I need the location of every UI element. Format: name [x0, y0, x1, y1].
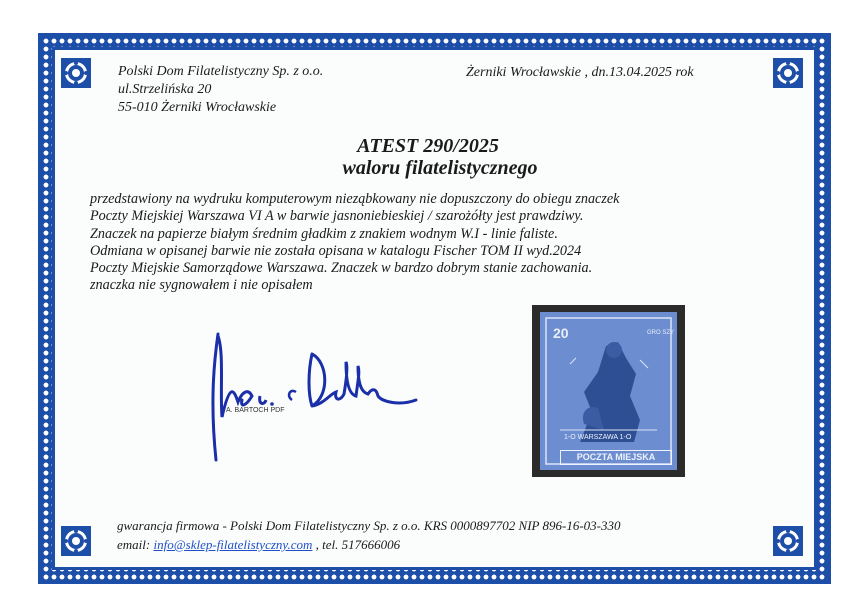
certificate-footer [117, 516, 620, 554]
body-line: Poczty Miejskiej Warszawa VI A w barwie jasnoniebieskiej / szarożółty jest prawdziwy. [90, 208, 584, 225]
body-line: Znaczek na papierze białym średnim gładkim z znakiem wodnym W.I - linie faliste. [90, 225, 558, 242]
stamp-label: POCZTA MIEJSKA [560, 450, 672, 465]
certificate-paper [55, 50, 814, 567]
body-line: Odmiana w opisanej barwie nie została opisana w katalogu Fischer TOM II wyd.2024 [90, 242, 582, 259]
body-line: znaczka nie sygnowałem i nie opisałem [90, 277, 313, 294]
certificate-body [90, 191, 710, 295]
corner-ornament-icon [60, 57, 92, 89]
place-date: Żerniki Wrocławskie , dn.13.04.2025 rok [466, 65, 694, 80]
corner-ornament-icon [772, 57, 804, 89]
body-line: przedstawiony na wydruku komputerowym nieząbkowany nie dopuszczony do obiegu znaczek [90, 191, 620, 207]
email-label: email: [117, 537, 154, 552]
contact-line [117, 535, 620, 554]
city-address: 55-010 Żerniki Wrocławskie [118, 100, 277, 115]
corner-ornament-icon [60, 525, 92, 557]
stamp-city: 1-O WARSZAWA 1-O [564, 434, 632, 441]
phone: , tel. 517666006 [312, 537, 401, 552]
stamp-value: 20 [553, 325, 569, 341]
issuer-address [118, 63, 323, 117]
company-name: Polski Dom Filatelistyczny Sp. z o.o. [118, 64, 324, 79]
street-address: ul.Strzelińska 20 [118, 82, 212, 97]
certificate-subtitle: waloru filatelistycznego [342, 157, 538, 179]
corner-ornament-icon [772, 525, 804, 557]
body-line: Poczty Miejskie Samorządowe Warszawa. Znaczek w bardzo dobrym stanie zachowania. [90, 260, 593, 277]
certificate-title: ATEST 290/2025 [357, 135, 499, 157]
guarantee-line: gwarancja firmowa - Polski Dom Filatelistyczny Sp. z o.o. KRS 0000897702 NIP 896-16-03-330 [117, 518, 621, 533]
handwritten-signature [200, 322, 470, 472]
signer-name: A. BARTOCH PDF [226, 407, 285, 414]
stamp-currency: GRO SZY [647, 330, 675, 336]
email-link[interactable]: info@sklep-filatelistyczny.com [153, 537, 313, 552]
